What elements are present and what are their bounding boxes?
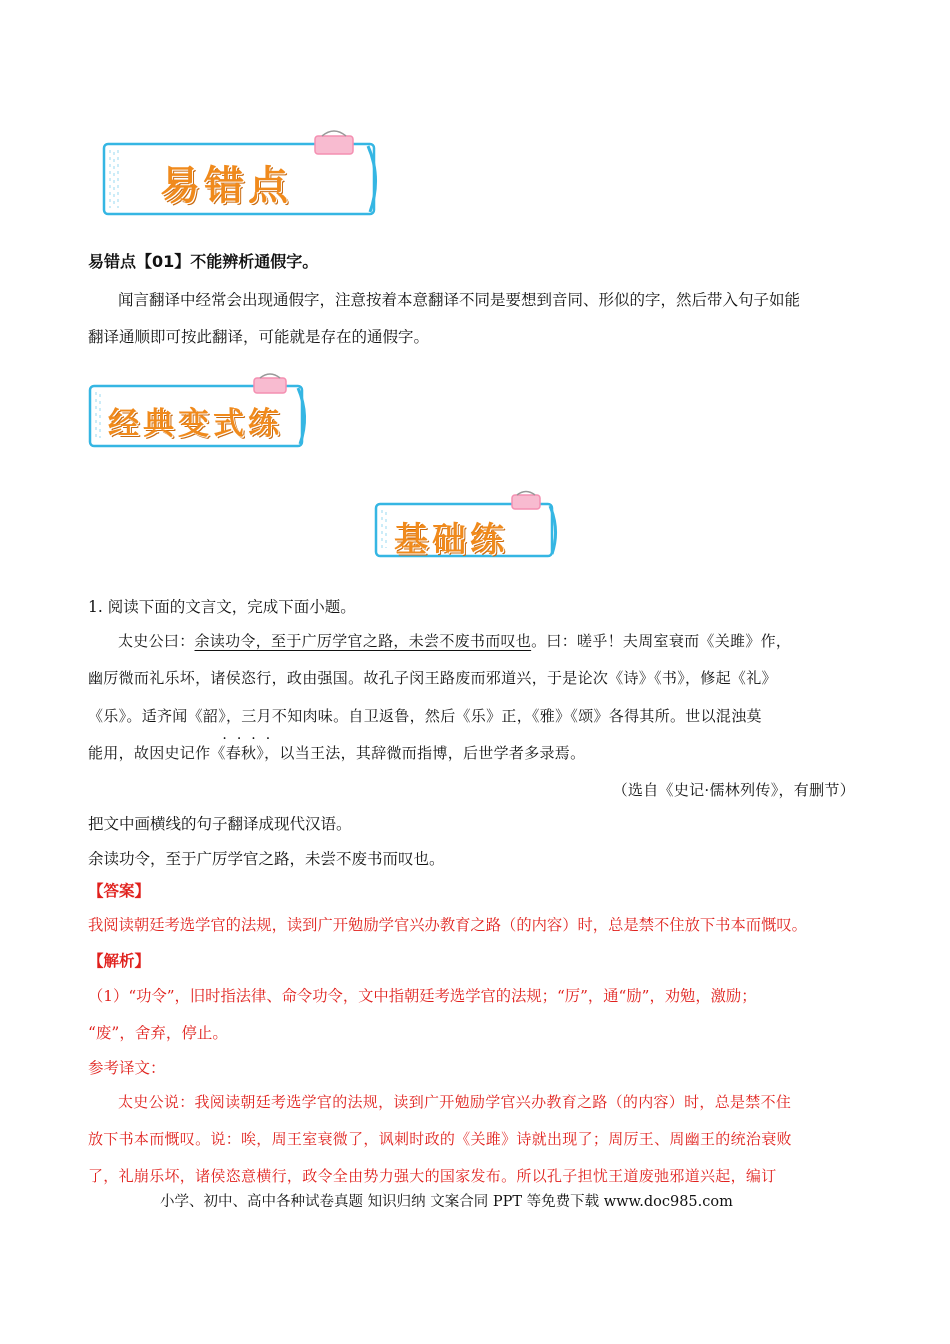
passage-text: 太史公曰： — [118, 632, 195, 650]
answer-label: 【答案】 — [88, 882, 151, 900]
passage-text: ，以当王法，其辞微而指博，后世学者多录焉。 — [264, 744, 586, 762]
paper-clip-icon — [315, 136, 353, 154]
passage-line-1 — [118, 631, 791, 651]
point-title: 易错点【01】不能辨析通假字。 — [88, 252, 319, 271]
analysis-label: 【解析】 — [88, 952, 151, 970]
banner-classic-practice — [86, 372, 314, 452]
dotted-term — [210, 731, 281, 762]
answer-text: 我阅读朝廷考选学官的法规，读到广开勉励学官兴办教育之路（的内容）时，总是禁不住放下书本而慨叹。 — [88, 916, 807, 934]
passage-text: 能用，故因史记作 — [88, 744, 211, 762]
passage-line-3: 《乐》。适齐闻《韶》，三月不知肉味。自卫返鲁，然后《乐》正，《雅》《颂》各得其所。世以混浊莫 — [88, 707, 762, 725]
paper-clip-icon — [254, 378, 286, 393]
analysis-line-1: （1）“功令”，旧时指法律、命令功令，文中指朝廷考选学官的法规；“厉”，通“励”，劝勉，激励； — [88, 987, 757, 1005]
passage-text: 。曰：嗟乎！夫周室衰而《关雎》作， — [531, 632, 792, 650]
point-desc-line1: 闻言翻译中经常会出现通假字，注意按着本意翻译不同是要想到音同、形似的字，然后带入句子如能 — [118, 291, 801, 309]
question-stem: 1. 阅读下面的文言文，完成下面小题。 — [88, 598, 356, 616]
reference-line-2: 放下书本而慨叹。说：唉，周王室衰微了，讽刺时政的《关雎》诗就出现了；周厉王、周幽王的统治衰败 — [88, 1130, 792, 1148]
underlined-sentence: 余读功令，至于广厉学官之路，未尝不废书而叹也 — [194, 632, 532, 650]
page-footer: 小学、初中、高中各种试卷真题 知识归纳 文案合同 PPT 等免费下载 www.doc985.com — [160, 1194, 733, 1210]
banner-mistake-points — [100, 128, 385, 223]
reference-line-1: 太史公说：我阅读朝廷考选学官的法规，读到广开勉励学官兴办教育之路（的内容）时，总是禁不住 — [118, 1093, 792, 1111]
reference-line-3: 了，礼崩乐坏，诸侯恣意横行，政令全由势力强大的国家发布。所以孔子担忧王道废弛邪道兴起，编订 — [88, 1167, 777, 1185]
passage-line-2: 幽厉微而礼乐坏，诸侯恣行，政由强国。故孔子闵王路废而邪道兴，于是论次《诗》《书》，修起《礼》 — [88, 669, 777, 687]
analysis-line-2: “废”，舍弃，停止。 — [88, 1024, 228, 1042]
banner-title: 基础练 — [394, 520, 508, 560]
paper-clip-icon — [512, 495, 540, 509]
passage-source: （选自《史记·儒林列传》，有删节） — [612, 781, 855, 799]
point-desc-line2: 翻译通顺即可按此翻译，可能就是存在的通假字。 — [88, 328, 430, 346]
banner-title: 易错点 — [160, 163, 292, 209]
emphasis-dots: ···· — [222, 731, 281, 747]
question-task: 把文中画横线的句子翻译成现代汉语。 — [88, 815, 352, 833]
reference-label: 参考译文： — [88, 1059, 166, 1077]
dotted-term-text: 《春秋》 — [210, 744, 265, 762]
question-sentence: 余读功令，至于广厉学官之路，未尝不废书而叹也。 — [88, 850, 445, 868]
passage-line-4 — [88, 731, 586, 763]
banner-basic-practice — [372, 490, 564, 562]
banner-title: 经典变式练 — [108, 406, 283, 442]
